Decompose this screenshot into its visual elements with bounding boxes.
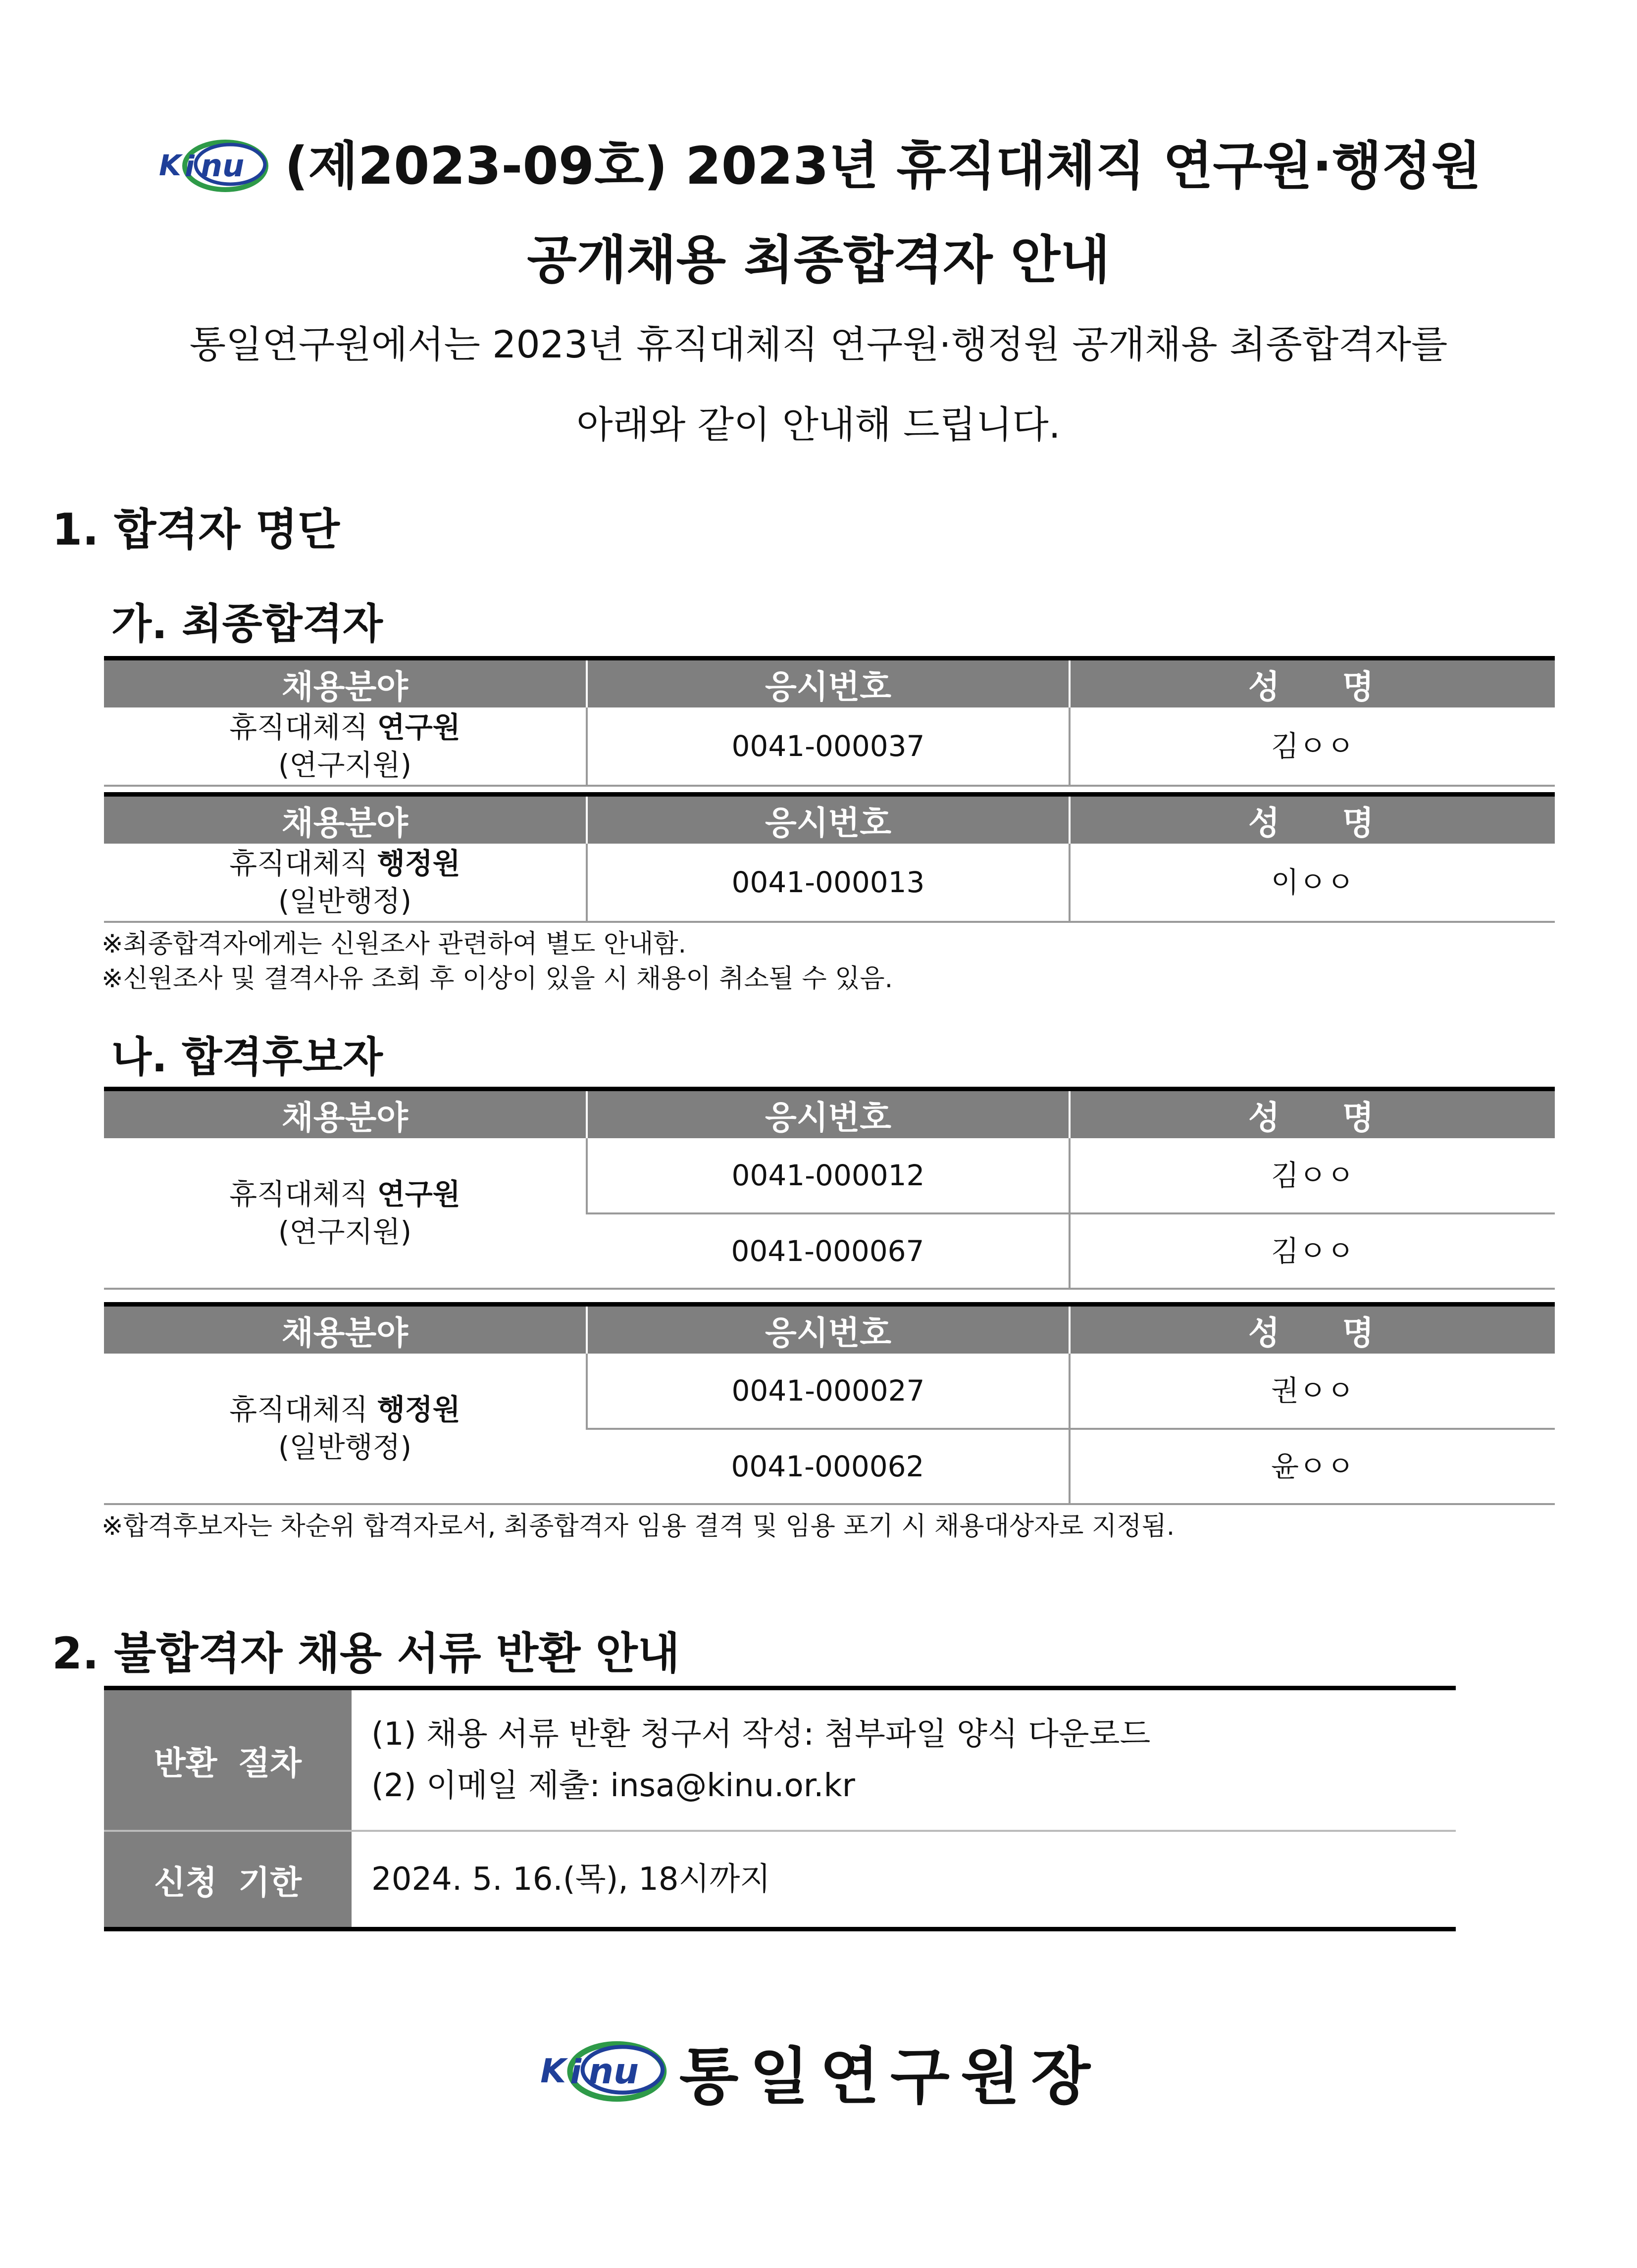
- title-line-2: 공개채용 최종합격자 안내: [527, 230, 1110, 290]
- header-name: 성 명: [1070, 795, 1555, 844]
- deadline-label: 신청 기한: [104, 1831, 352, 1929]
- kinu-logo-icon: [536, 2034, 669, 2109]
- final-notes: [102, 927, 893, 996]
- note-line: ※신원조사 및 결격사유 조회 후 이상이 있을 시 채용이 취소될 수 있음.: [102, 964, 893, 994]
- header-name: 성 명: [1070, 658, 1555, 708]
- intro-paragraph: [0, 317, 1637, 453]
- return-documents-table: [104, 1686, 1456, 1931]
- header-field: 채용분야: [104, 658, 587, 708]
- procedure-label: 반환 절차: [104, 1688, 352, 1831]
- exam-number-cell: 0041-000062: [587, 1429, 1070, 1504]
- kinu-logo-icon: [156, 134, 270, 198]
- name-cell: 김ㅇㅇ: [1070, 1138, 1555, 1213]
- procedure-step-1: (1) 채용 서류 반환 청구서 작성: 첨부파일 양식 다운로드: [371, 1716, 1151, 1753]
- deadline-value: 2024. 5. 16.(목), 18시까지: [352, 1831, 1456, 1929]
- header-field: 채용분야: [104, 1089, 587, 1139]
- field-cell: 휴직대체직 행정원 (일반행정): [104, 1354, 587, 1504]
- name-cell: 윤ㅇㅇ: [1070, 1429, 1555, 1504]
- header-field: 채용분야: [104, 1305, 587, 1354]
- footer-signature: [0, 2027, 1637, 2116]
- name-cell: 권ㅇㅇ: [1070, 1354, 1555, 1429]
- svg-text:i: i: [184, 150, 195, 183]
- svg-text:nu: nu: [588, 2051, 639, 2092]
- header-name: 성 명: [1070, 1089, 1555, 1139]
- header-field: 채용분야: [104, 795, 587, 844]
- svg-text:i: i: [569, 2053, 581, 2092]
- header-number: 응시번호: [587, 1305, 1070, 1354]
- section-1-heading: 1. 합격자 명단: [52, 504, 340, 555]
- candidates-table-admin: [104, 1302, 1555, 1505]
- intro-line-1: 통일연구원에서는 2023년 휴직대체직 연구원·행정원 공개채용 최종합격자를: [189, 322, 1448, 366]
- exam-number-cell: 0041-000037: [587, 707, 1070, 786]
- institute-director-signature: 통일연구원장: [679, 2041, 1102, 2113]
- name-cell: 김ㅇㅇ: [1070, 707, 1555, 786]
- procedure-step-2: (2) 이메일 제출: insa@kinu.or.kr: [371, 1767, 855, 1804]
- header-number: 응시번호: [587, 658, 1070, 708]
- exam-number-cell: 0041-000012: [587, 1138, 1070, 1213]
- section-2-heading: 2. 불합격자 채용 서류 반환 안내: [52, 1628, 680, 1679]
- svg-text:K: K: [158, 149, 181, 182]
- svg-text:K: K: [540, 2051, 566, 2090]
- field-cell: 휴직대체직 연구원 (연구지원): [104, 707, 587, 786]
- exam-number-cell: 0041-000013: [587, 844, 1070, 922]
- final-table-admin: [104, 792, 1555, 923]
- candidates-table-researcher: [104, 1087, 1555, 1290]
- header-number: 응시번호: [587, 1089, 1070, 1139]
- subsection-candidates-heading: 나. 합격후보자: [111, 1033, 383, 1081]
- svg-text:nu: nu: [200, 148, 245, 184]
- document-title: [0, 134, 1637, 292]
- field-cell: 휴직대체직 연구원 (연구지원): [104, 1138, 587, 1289]
- final-table-researcher: [104, 656, 1555, 787]
- name-cell: 김ㅇㅇ: [1070, 1213, 1555, 1289]
- header-number: 응시번호: [587, 795, 1070, 844]
- title-line-1: (제2023-09호) 2023년 휴직대체직 연구원·행정원: [284, 136, 1482, 196]
- name-cell: 이ㅇㅇ: [1070, 844, 1555, 922]
- candidates-note: ※합격후보자는 차순위 합격자로서, 최종합격자 임용 결격 및 임용 포기 시 채용대상자로 지정됨.: [102, 1512, 1175, 1541]
- exam-number-cell: 0041-000027: [587, 1354, 1070, 1429]
- header-name: 성 명: [1070, 1305, 1555, 1354]
- subsection-final-heading: 가. 최종합격자: [111, 600, 383, 648]
- intro-line-2: 아래와 같이 안내해 드립니다.: [576, 403, 1061, 447]
- note-line: ※최종합격자에게는 신원조사 관련하여 별도 안내함.: [102, 929, 687, 959]
- procedure-body: [352, 1688, 1456, 1831]
- field-cell: 휴직대체직 행정원 (일반행정): [104, 844, 587, 922]
- exam-number-cell: 0041-000067: [587, 1213, 1070, 1289]
